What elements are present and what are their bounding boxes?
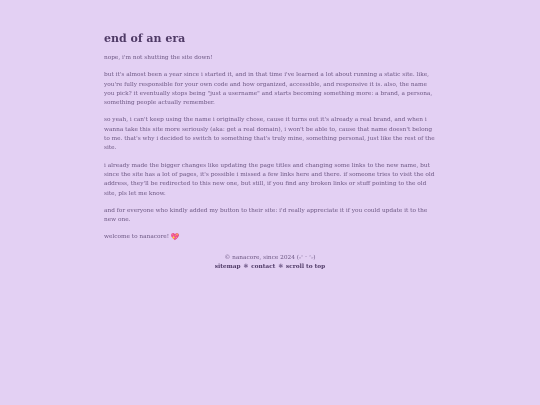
post-paragraph-4: i already made the bigger changes like updating the page titles and changing some links to the new name, but since the site has a lot of pages, it's possible i missed a few links here and there. if someone tries to visit the old address, they'll be redirected to this new one, but still, if you find any broken links or stuff pointing to the old site, pls let me know. <box>104 162 435 197</box>
post-closing <box>104 233 436 242</box>
closing-text: welcome to nanacore! <box>104 234 170 241</box>
site-footer <box>104 254 436 271</box>
post-paragraph-2: but it's almost been a year since i started it, and in that time i've learned a lot about running a static site. like, you're fully responsible for your own code and how organized, accessible, and responsive it is. also, the name you pick? it eventually stops being "just a username" and starts becoming something more: a brand, a persona, something people actually remember. <box>104 72 433 107</box>
footer-copyright: © nanacore, since 2024 (˶ᵔ ᵕ ᵔ˶) <box>224 255 316 261</box>
post-paragraph-5: and for everyone who kindly added my button to their site: i'd really appreciate it if you could update it to the new one. <box>104 207 428 224</box>
sitemap-link[interactable]: sitemap <box>214 263 241 270</box>
footer-separator: ✱ <box>278 263 284 270</box>
sparkling-heart-icon: 💖 <box>170 233 180 242</box>
post-content <box>104 32 436 251</box>
post-paragraph-3: so yeah, i can't keep using the name i originally chose, cause it turns out it's already a real brand, and when i wanna take this site more seriously (aka: get a real domain), i won't be able to, cause that name doesn't belong to me. that's why i decided to switch to something that's truly mine, something personal, just like the rest of the site. <box>104 117 435 152</box>
contact-link[interactable]: contact <box>251 263 276 270</box>
post-title: end of an era <box>104 32 186 45</box>
scroll-to-top-link[interactable]: scroll to top <box>285 263 326 270</box>
footer-links <box>104 263 436 272</box>
footer-separator: ✱ <box>243 263 249 270</box>
post-paragraph-1: nope, i'm not shutting the site down! <box>104 55 213 61</box>
